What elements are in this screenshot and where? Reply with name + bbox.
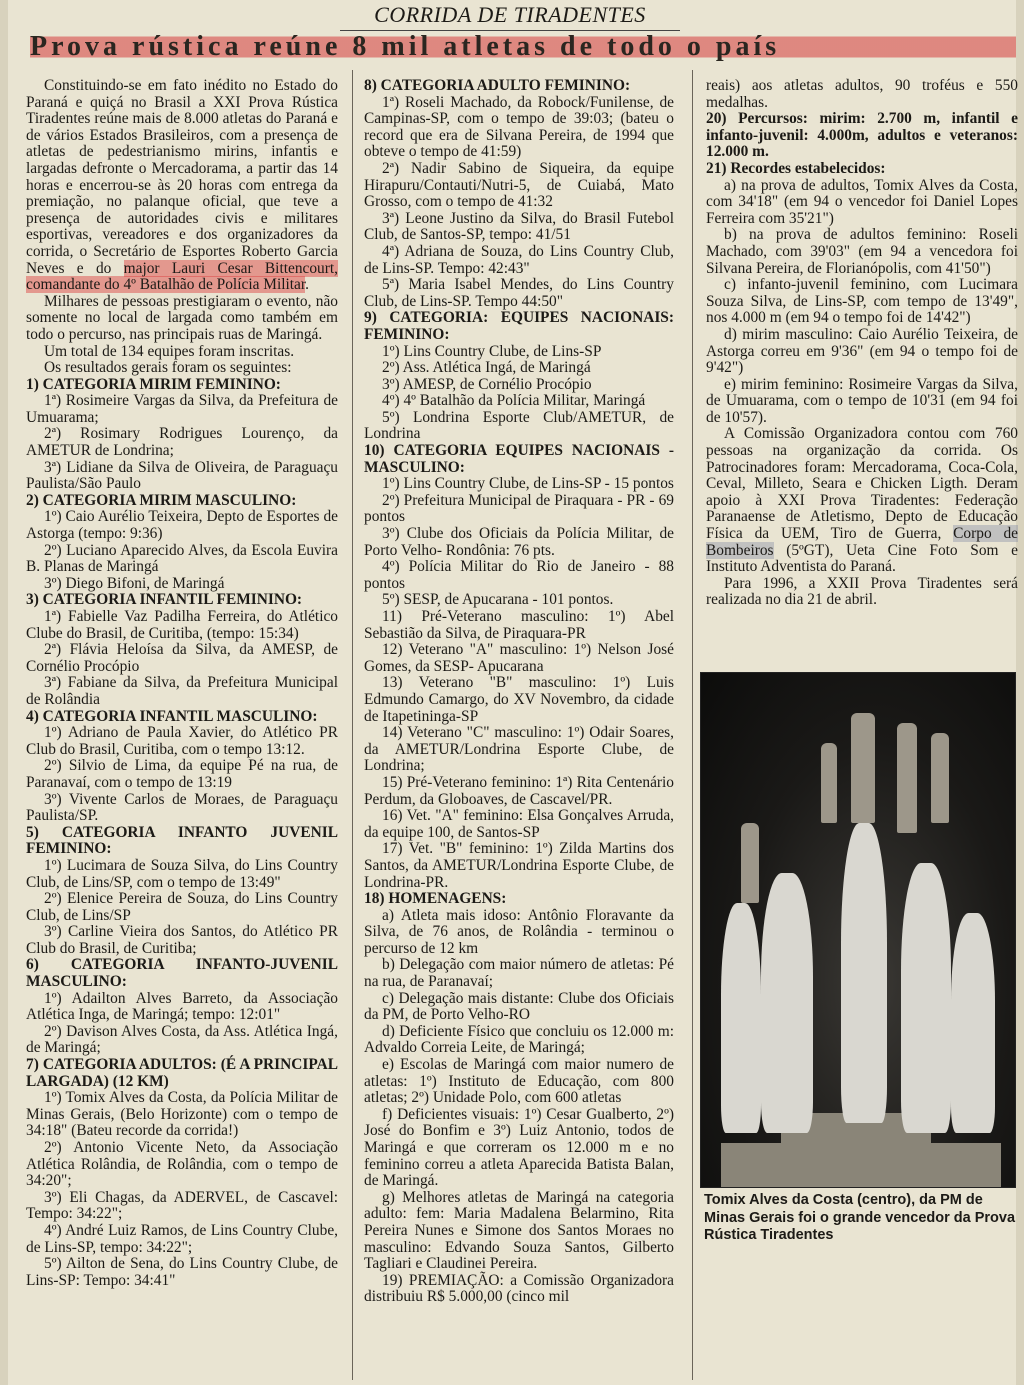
paragraph: 1ª) Rosimeire Vargas da Silva, da Prefeitura de Umuarama; <box>26 392 338 426</box>
paragraph: 12) Veterano "A" masculino: 1º) Nelson José Gomes, da SESP- Apucarana <box>364 641 674 675</box>
paragraph: a) Atleta mais idoso: Antônio Floravante da Silva, de 76 anos, de Rolândia - terminou o percurso de 12 km <box>364 906 674 957</box>
paragraph: 3º) AMESP, de Cornélio Procópio <box>382 375 592 393</box>
paragraph: 4ª) Adriana de Souza, do Lins Country Club, de Lins-SP. Tempo: 42:43" <box>364 242 674 277</box>
paragraph: 2ª) Flávia Heloísa da Silva, da AMESP, de Cornélio Procópio <box>26 641 338 675</box>
paragraph: Milhares de pessoas prestigiaram o evento, não somente no local de largada como também em todo o percurso, nas principais ruas de Maringá. <box>26 292 338 343</box>
paragraph: g) Melhores atletas de Maringá na categoria adulto: fem: Maria Madalena Belarmino, Rita Pereira Nunes e Simone dos Santos Moraes no masculino: Edvando Souza Santos, Gilberto Tagliari e Claudinei Pereira. <box>364 1188 674 1273</box>
paragraph: 2ª) Rosimary Rodrigues Lourenço, da AMETUR de Londrina; <box>26 425 338 460</box>
paragraph: 2º) Elenice Pereira de Souza, do Lins Country Club, de Lins/SP <box>26 890 338 924</box>
paragraph: 2º) Ass. Atlética Ingá, de Maringá <box>382 359 591 377</box>
section-heading: 4) CATEGORIA INFANTIL MASCULINO: <box>26 707 318 725</box>
paragraph: 3º) Eli Chagas, da ADERVEL, de Cascavel: Tempo: 34:22"; <box>26 1188 338 1223</box>
paragraph: 3ª) Leone Justino da Silva, do Brasil Futebol Club, de Santos-SP, tempo: 41/51 <box>364 209 674 244</box>
section-heading: 6) CATEGORIA INFANTO-JUVENIL MASCULINO: <box>26 956 338 991</box>
paragraph: 15) Pré-Veterano feminino: 1ª) Rita Centenário Perdum, da Globoaves, de Cascavel/PR. <box>364 773 674 808</box>
section-heading: 2) CATEGORIA MIRIM MASCULINO: <box>26 491 297 509</box>
paragraph: 4º) Polícia Militar do Rio de Janeiro - 88 pontos <box>364 558 674 592</box>
paragraph: Um total de 134 equipes foram inscritas. <box>44 342 295 360</box>
article-column-3 <box>706 78 1018 658</box>
paragraph: d) Deficiente Físico que concluiu os 12.000 m: Advaldo Correia Leite, de Maringá; <box>364 1022 674 1057</box>
article-headline: Prova rústica reúne 8 mil atletas de todo o país <box>30 32 1016 62</box>
paragraph: 3º) Diego Bifoni, de Maringá <box>44 574 225 592</box>
section-heading: 3) CATEGORIA INFANTIL FEMININO: <box>26 591 303 609</box>
paragraph: 5º) Ailton de Sena, do Lins Country Clube, de Lins-SP: Tempo: 34:41" <box>26 1255 338 1289</box>
paragraph: 1º) Lucimara de Souza Silva, do Lins Country Club, de Lins/SP, com o tempo de 13:49" <box>26 856 338 891</box>
paragraph: e) Escolas de Maringá com maior numero de atletas: 1º) Instituto de Educação, com 800 atletas; 2º) Unidade Polo, com 600 atletas <box>364 1056 674 1107</box>
paragraph: 2º) Silvio de Lima, da equipe Pé na rua, de Paranavaí, com o tempo de 13:19 <box>26 757 338 791</box>
paragraph: 4º) André Luiz Ramos, de Lins Country Clube, de Lins-SP, tempo: 34:22"; <box>26 1221 338 1256</box>
paragraph: 14) Veterano "C" masculino: 1º) Odair Soares, da AMETUR/Londrina Esporte Clube, de Londrina; <box>364 724 674 775</box>
article-column-2 <box>364 78 674 1378</box>
paragraph: c) infanto-juvenil feminino, com Lucimara Souza Silva, de Lins-SP, com tempo de 13'49", nos 4.000 m (em 94 o tempo foi de 14'42") <box>706 276 1018 327</box>
paragraph: Para 1996, a XXII Prova Tiradentes será realizada no dia 21 de abril. <box>706 574 1018 609</box>
paragraph: 16) Vet. "A" feminino: Elsa Gonçalves Arruda, da equipe 100, de Santos-SP <box>364 807 674 841</box>
paragraph: 3º) Carline Vieira dos Santos, do Atlético PR Club do Brasil, de Curitiba; <box>26 923 338 957</box>
paragraph: 3ª) Lidiane da Silva de Oliveira, de Paraguaçu Paulista/São Paulo <box>26 458 338 493</box>
paragraph: 2º) Luciano Aparecido Alves, da Escola Euvira B. Planas de Maringá <box>26 541 338 576</box>
paragraph: b) na prova de adultos feminino: Roseli Machado, com 39'03" (em 94 a vencedora foi Silvana Pereira, de Florianópolis, com 41'50") <box>706 226 1018 277</box>
paragraph: 2º) Antonio Vicente Neto, da Associação Atlética Rolândia, de Rolândia, com o tempo de 34:20"; <box>26 1139 338 1190</box>
photo-caption: Tomix Alves da Costa (centro), da PM de Minas Gerais foi o grande vencedor da Prova Rústica Tiradentes <box>704 1192 1016 1243</box>
paragraph: a) na prova de adultos, Tomix Alves da Costa, com 34'18" (em 94 o vencedor foi Daniel Lopes Ferreira com 35'21") <box>706 176 1018 227</box>
paragraph: 3ª) Fabiane da Silva, da Prefeitura Municipal de Rolândia <box>26 674 338 708</box>
paragraph: 11) Pré-Veterano masculino: 1º) Abel Sebastião da Silva, de Piraquara-PR <box>364 608 674 642</box>
paragraph: 2º) Davison Alves Costa, da Ass. Atlética Ingá, de Maringá; <box>26 1022 338 1057</box>
paragraph: 19) PREMIAÇÃO: a Comissão Organizadora distribuiu R$ 5.000,00 (cinco mil <box>364 1271 674 1306</box>
section-kicker: CORRIDA DE TIRADENTES <box>340 2 680 31</box>
section-heading: 7) CATEGORIA ADULTOS: (É A PRINCIPAL LARGADA) (12 KM) <box>26 1056 338 1090</box>
paragraph: 1º) Tomix Alves da Costa, da Polícia Militar de Minas Gerais, (Belo Horizonte) com o tempo de 34:18" (Bateu recorde da corrida!) <box>26 1089 338 1140</box>
paragraph: 1º) Adailton Alves Barreto, da Associação Atlética Inga, de Maringá; tempo: 12:01" <box>26 989 338 1024</box>
highlighted-text: major Lauri Cesar Bittencourt, comandante do 4º Batalhão de Polícia Militar <box>26 259 338 294</box>
paragraph: e) mirim feminino: Rosimeire Vargas da Silva, de Umuarama, com o tempo de 10'31 (em 94 foi de 10'57). <box>706 375 1018 426</box>
paragraph: c) Delegação mais distante: Clube dos Oficiais da PM, de Porto Velho-RO <box>364 989 674 1024</box>
paragraph: 1º) Lins Country Clube, de Lins-SP <box>382 342 602 360</box>
section-heading: 8) CATEGORIA ADULTO FEMININO: <box>364 78 631 94</box>
paragraph: Constituindo-se em fato inédito no Estado do Paraná e quiçá no Brasil a XXI Prova Rústica Tiradentes reúne mais de 8.000 atletas do Paraná e de vários Estados Brasileiros, com a presença de atletas de pedestrianismo mirins, infantis e largadas defronte o Mercadorama, a partir das 14 horas e encerrou-se às 20 horas com entrega da premiação, no palanque oficial, que teve a presença de autoridades civis e militares esportivas, vereadores e dos organizadores da corrida, o Secretário de Esportes Roberto Garcia Neves e do major Lauri Cesar Bittencourt, comandante do 4º Batalhão de Polícia Militar. <box>26 78 338 294</box>
paragraph: reais) aos atletas adultos, 90 troféus e 550 medalhas. <box>706 78 1018 111</box>
column-divider-2 <box>692 70 693 1380</box>
paragraph: 2º) Prefeitura Municipal de Piraquara - PR - 69 pontos <box>364 491 674 526</box>
paragraph: 1º) Lins Country Clube, de Lins-SP - 15 pontos <box>382 475 674 493</box>
paragraph: 5º) SESP, de Apucarana - 101 pontos. <box>382 591 614 609</box>
section-heading: 20) Percursos: mirim: 2.700 m, infantil e infanto-juvenil: 4.000m, adultos e veteranos: 12.000 m. <box>706 110 1018 161</box>
section-heading: 21) Recordes estabelecidos: <box>706 159 886 177</box>
section-heading: 5) CATEGORIA INFANTO JUVENIL FEMININO: <box>26 823 338 858</box>
paragraph: 4º) 4º Batalhão da Polícia Militar, Maringá <box>382 392 646 410</box>
article-column-1 <box>26 78 338 1378</box>
section-heading: 10) CATEGORIA EQUIPES NACIONAIS - MASCULINO: <box>364 442 674 476</box>
paragraph: 5ª) Maria Isabel Mendes, do Lins Country Club, de Lins-SP. Tempo 44:50" <box>364 276 674 310</box>
paragraph: 5º) Londrina Esporte Club/AMETUR, de Londrina <box>364 408 674 443</box>
paragraph: 1º) Adriano de Paula Xavier, do Atlético PR Club do Brasil, Curitiba, com o tempo 13:12. <box>26 724 338 758</box>
column-divider-1 <box>352 70 353 1380</box>
paragraph: 1º) Caio Aurélio Teixeira, Depto de Esportes de Astorga (tempo: 9:36) <box>26 508 338 543</box>
paragraph: 2ª) Nadir Sabino de Siqueira, da equipe Hirapuru/Contauti/Nutri-5, de Cuiabá, Mato Grosso, com o tempo de 41:32 <box>364 159 674 211</box>
paragraph: 1ª) Fabielle Vaz Padilha Ferreira, do Atlético Clube do Brasil, de Curitiba, (tempo: 15:34) <box>26 608 338 642</box>
paragraph: 1ª) Roseli Machado, da Robock/Funilense, de Campinas-SP, com o tempo de 39:03; (bateu o record que era de Silvana Pereira, de 1994 que obteve o tempo de 41:59) <box>364 93 674 161</box>
paragraph: 13) Veterano "B" masculino: 1º) Luis Edmundo Camargo, do XV Novembro, da cidade de Itapetininga-SP <box>364 674 674 725</box>
section-heading: 9) CATEGORIA: EQUIPES NACIONAIS: FEMININO: <box>364 309 674 343</box>
paragraph: d) mirim masculino: Caio Aurélio Teixeira, de Astorga correu em 9'36" (em 94 o tempo foi de 9'42") <box>706 325 1018 377</box>
paragraph: f) Deficientes visuais: 1º) Cesar Gualberto, 2º) José do Bonfim e 3º) Luiz Antonio, todos de Maringá e que correram os 12.000 m e no feminino correu a atleta Aparecida Batista Balan, de Maringá. <box>364 1105 674 1190</box>
paragraph: 3º) Vivente Carlos de Moraes, de Paraguaçu Paulista/SP. <box>26 790 338 825</box>
award-ceremony-photo <box>700 672 1016 1188</box>
section-heading: 18) HOMENAGENS: <box>364 890 507 908</box>
paragraph: b) Delegação com maior número de atletas: Pé na rua, de Paranavaí; <box>364 956 674 991</box>
paragraph: 3º) Clube dos Oficiais da Polícia Militar, de Porto Velho- Rondônia: 76 pts. <box>364 525 674 559</box>
paragraph: 17) Vet. "B" feminino: 1º) Zilda Martins dos Santos, da AMETUR/Londrina Esporte Clube, de Londrina-PR. <box>364 840 674 891</box>
section-heading: 1) CATEGORIA MIRIM FEMININO: <box>26 375 281 393</box>
highlighted-text: Corpo de Bombeiros <box>706 525 1018 559</box>
paragraph: Os resultados gerais foram os seguintes: <box>44 359 292 377</box>
paragraph: A Comissão Organizadora contou com 760 pessoas na organização da corrida. Os Patrocinadores foram: Mercadorama, Coca-Cola, Ceval, Milleto, Seara e Chicken Ligth. Deram apoio à XXI Prova Tiradentes: Federação Paranaense de Atletismo, Depto de Educação Física da UEM, Tiro de Guerra, Corpo de Bombeiros (5ºGT), Ueta Cine Foto Som e Instituto Adventista do Paraná. <box>706 425 1018 576</box>
